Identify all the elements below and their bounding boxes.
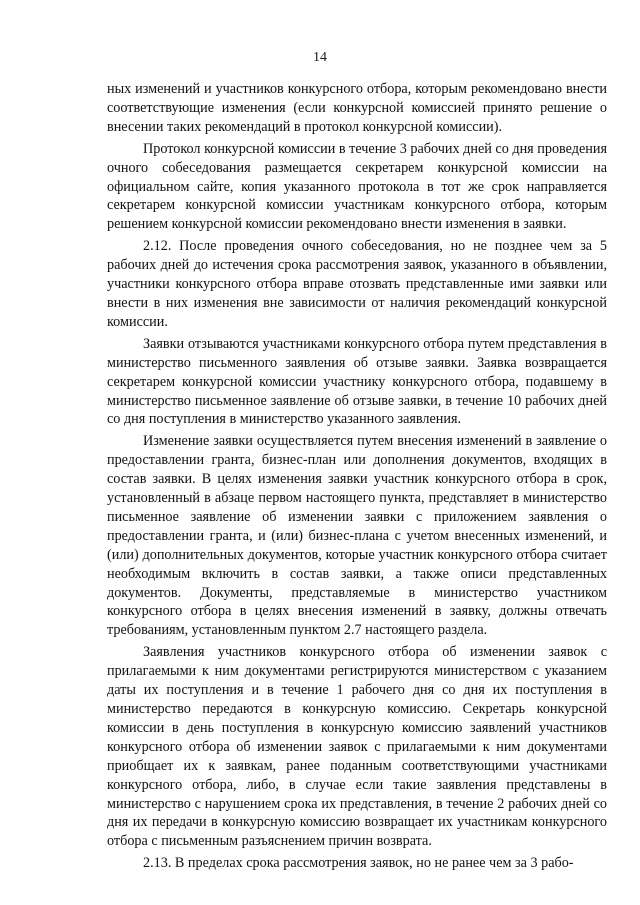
paragraph-modification: Изменение заявки осуществляется путем внесения изменений в заявление о предоставлении гранта, бизнес-план или дополнения документов, входящих в состав заявки. В целях изменения заявки участник конкурсного отбора в срок, установленный в абзаце первом настоящего пункта, представляет в министерство письменное заявление об изменении заявки с приложением заявления о предоставлении гранта, и (или) бизнес-плана с учетом внесенных изменений, и (или) дополнительных документов, которые участник конкурсного отбора считает необходимым включить в состав заявки, а также описи представленных документов. Документы, представляемые в министерство участником конкурсного отбора в целях внесения изменений в заявку, должны отвечать требованиям, установленным пунктом 2.7 настоящего раздела.: [107, 433, 607, 639]
paragraph-2-12: 2.12. После проведения очного собеседования, но не позднее чем за 5 рабочих дней до истечения срока рассмотрения заявок, указанного в объявлении, участники конкурсного отбора вправе отозвать представленные ими заявки или внести в них изменения вне зависимости от наличия рекомендаций конкурсной комиссии.: [107, 238, 607, 330]
paragraph-withdrawal: Заявки отзываются участниками конкурсного отбора путем представления в министерство письменного заявления об отзыве заявки. Заявка возвращается секретарем конкурсной комиссии участнику конкурсного отбора, подавшему в министерство письменное заявление об отзыве заявки, в течение 10 рабочих дней со дня поступления в министерство указанного заявления.: [107, 335, 607, 428]
paragraph-continuation: ных изменений и участников конкурсного отбора, которым рекомендовано внести соответствующие изменения (если конкурсной комиссией принято решение о внесении таких рекомендаций в протокол конкурсной комиссии).: [107, 81, 607, 135]
page-number: 14: [313, 50, 327, 65]
paragraph-registration: Заявления участников конкурсного отбора об изменении заявок с прилагаемыми к ним документами регистрируются министерством с указанием даты их поступления и в течение 1 рабочего дня со дня их поступления в министерство передаются в конкурсную комиссию. Секретарь конкурсной комиссии в день поступления в конкурсную комиссию заявлений участников конкурсного отбора об изменении заявок с прилагаемыми к ним документами приобщает их к заявкам, ранее поданным соответствующими участниками конкурсного отбора, либо, в случае если такие заявления представлены в министерство с нарушением срока их представления, в течение 2 рабочих дней со дня их передачи в конкурсную комиссию возвращает их участникам конкурсного отбора с письменным разъяснением причин возврата.: [107, 644, 607, 850]
document-body: [107, 80, 607, 876]
paragraph-2-13: 2.13. В пределах срока рассмотрения заявок, но не ранее чем за 3 рабо-: [143, 855, 574, 872]
paragraph-protocol: Протокол конкурсной комиссии в течение 3 рабочих дней со дня проведения очного собеседования размещается секретарем конкурсной комиссии на официальном сайте, копия указанного протокола в тот же срок направляется секретарем конкурсной комиссии участникам конкурсного отбора, которым решением конкурсной комиссии рекомендовано внести изменения в заявки.: [107, 140, 607, 233]
